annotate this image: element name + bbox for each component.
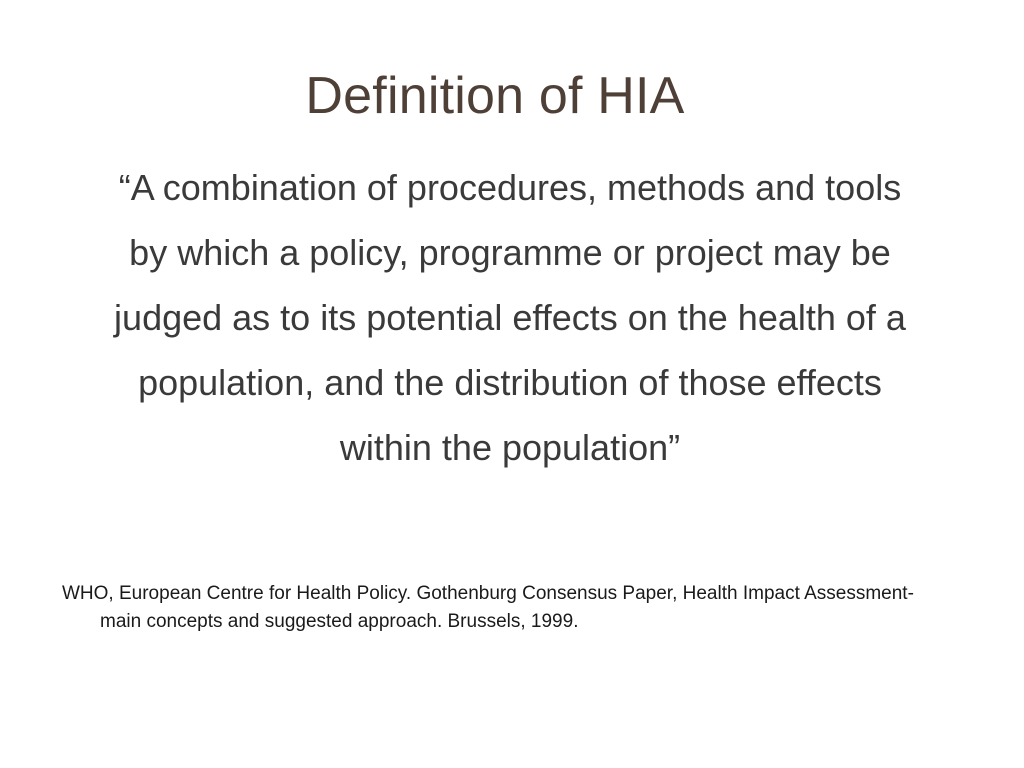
definition-quote: “A combination of procedures, methods and tools by which a policy, programme or project may be judged as to its potential effects on the health of a population, and the distribution of those effects within the population” xyxy=(114,167,906,468)
slide-title: Definition of HIA xyxy=(305,67,685,125)
quote-block xyxy=(100,155,920,480)
source-citation: WHO, European Centre for Health Policy. Gothenburg Consensus Paper, Health Impact Assessment- main concepts and suggested approach. Brussels, 1999. xyxy=(62,583,914,632)
